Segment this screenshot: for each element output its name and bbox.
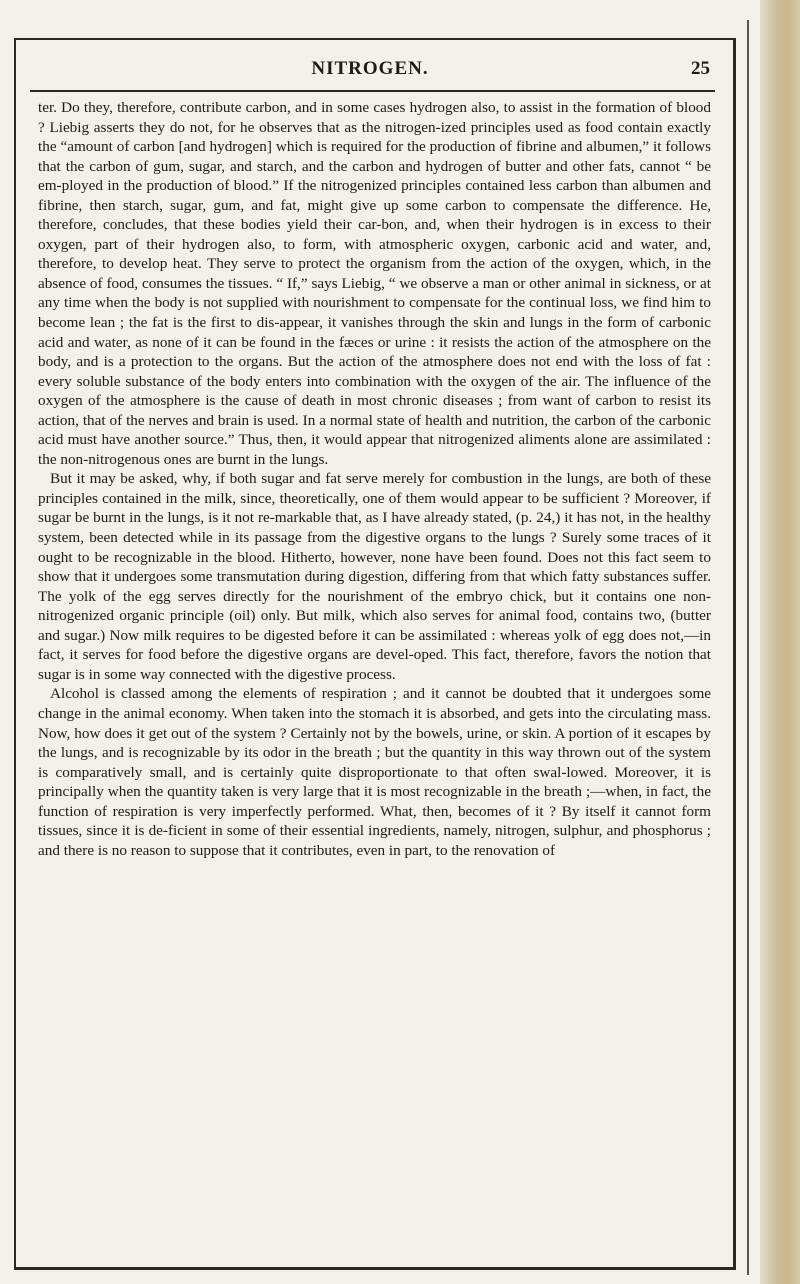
header-rule	[30, 90, 715, 92]
page-edge-line	[747, 20, 749, 1275]
page-edge	[760, 0, 800, 1284]
paragraph: Alcohol is classed among the elements of respiration ; and it cannot be doubted that it undergoes some change in the animal economy. When taken into the stomach it is absorbed, and gets into the circulating mass. Now, how does it get out of the system ? Certainly not by the bowels, urine, or skin. A portion of it escapes by the lungs, and is recognizable by its odor in the breath ; but the quantity in this way thrown out of the system is comparatively small, and is certainly quite disproportionate to that often swal-lowed. Moreover, it is principally when the quantity taken is very large that it is most recognizable in the breath ;—when, in fact, the function of respiration is very imperfectly performed. What, then, becomes of it ? By itself it cannot form tissues, since it is de-ficient in some of their essential ingredients, namely, nitrogen, sulphur, and phosphorus ; and there is no reason to suppose that it contributes, even in part, to the renovation of	[38, 685, 711, 859]
page-header	[30, 56, 710, 86]
running-title: NITROGEN.	[311, 58, 429, 79]
body-text	[38, 98, 711, 860]
paragraph: But it may be asked, why, if both sugar and fat serve merely for combustion in the lungs, are both of these principles contained in the milk, since, theoretically, one of them would appear to be sufficient ? Moreover, if sugar be burnt in the lungs, is it not re-markable that, as I have already stated, (p. 24,) it has not, in the healthy system, been detected while in its passage from the digestive organs to the lungs ? Surely some traces of it ought to be recognizable in the blood. Hitherto, however, none have been found. Does not this fact seem to show that it undergoes some transmutation during digestion, differing from that which fatty substances suffer. The yolk of the egg serves directly for the nourishment of the embryo chick, but it contains one non-nitrogenized organic principle (oil) only. But milk, which also serves for animal food, contains two, (butter and sugar.) Now milk requires to be digested before it can be assimilated : whereas yolk of egg does not,—in fact, it serves for food before the digestive organs are devel-oped. This fact, therefore, favors the notion that sugar is in some way connected with the digestive process.	[38, 470, 711, 683]
paragraph: ter. Do they, therefore, contribute carbon, and in some cases hydrogen also, to assist in the formation of blood ? Liebig asserts they do not, for he observes that as the nitrogen-ized principles used as food contain exactly the “amount of carbon [and hydrogen] which is required for the production of fibrine and albumen,” it follows that the carbon of gum, sugar, and starch, and the carbon and hydrogen of butter and other fats, cannot “ be em-ployed in the production of blood.” If the nitrogenized principles contained less carbon than albumen and fibrine, then starch, sugar, gum, and fat, might give up some carbon to compensate the difference. He, therefore, concludes, that these bodies yield their car-bon, and, when their hydrogen is in excess to their oxygen, part of their hydrogen also, to form, with atmospheric oxygen, carbonic acid and water, and, therefore, to develop heat. They serve to protect the organism from the action of the oxygen, which, in the absence of food, consumes the tissues. “ If,” says Liebig, “ we observe a man or other animal in sickness, or at any time when the body is not supplied with nourishment to compensate for the continual loss, we find him to become lean ; the fat is the first to dis-appear, it vanishes through the skin and lungs in the form of carbonic acid and water, as none of it can be found in the fæces or urine : it resists the action of the atmosphere on the body, and is a protection to the organs. But the action of the atmosphere does not end with the loss of fat : every soluble substance of the body enters into combination with the oxygen of the air. The influence of the oxygen of the atmosphere is the cause of death in most chronic diseases ; from want of carbon to resist its action, that of the nerves and brain is used. In a normal state of health and nutrition, the carbon of the carbonic acid must have another source.” Thus, then, it would appear that nitrogenized aliments alone are assimilated : the non-nitrogenous ones are burnt in the lungs.	[38, 99, 711, 468]
page-number: 25	[691, 58, 710, 79]
